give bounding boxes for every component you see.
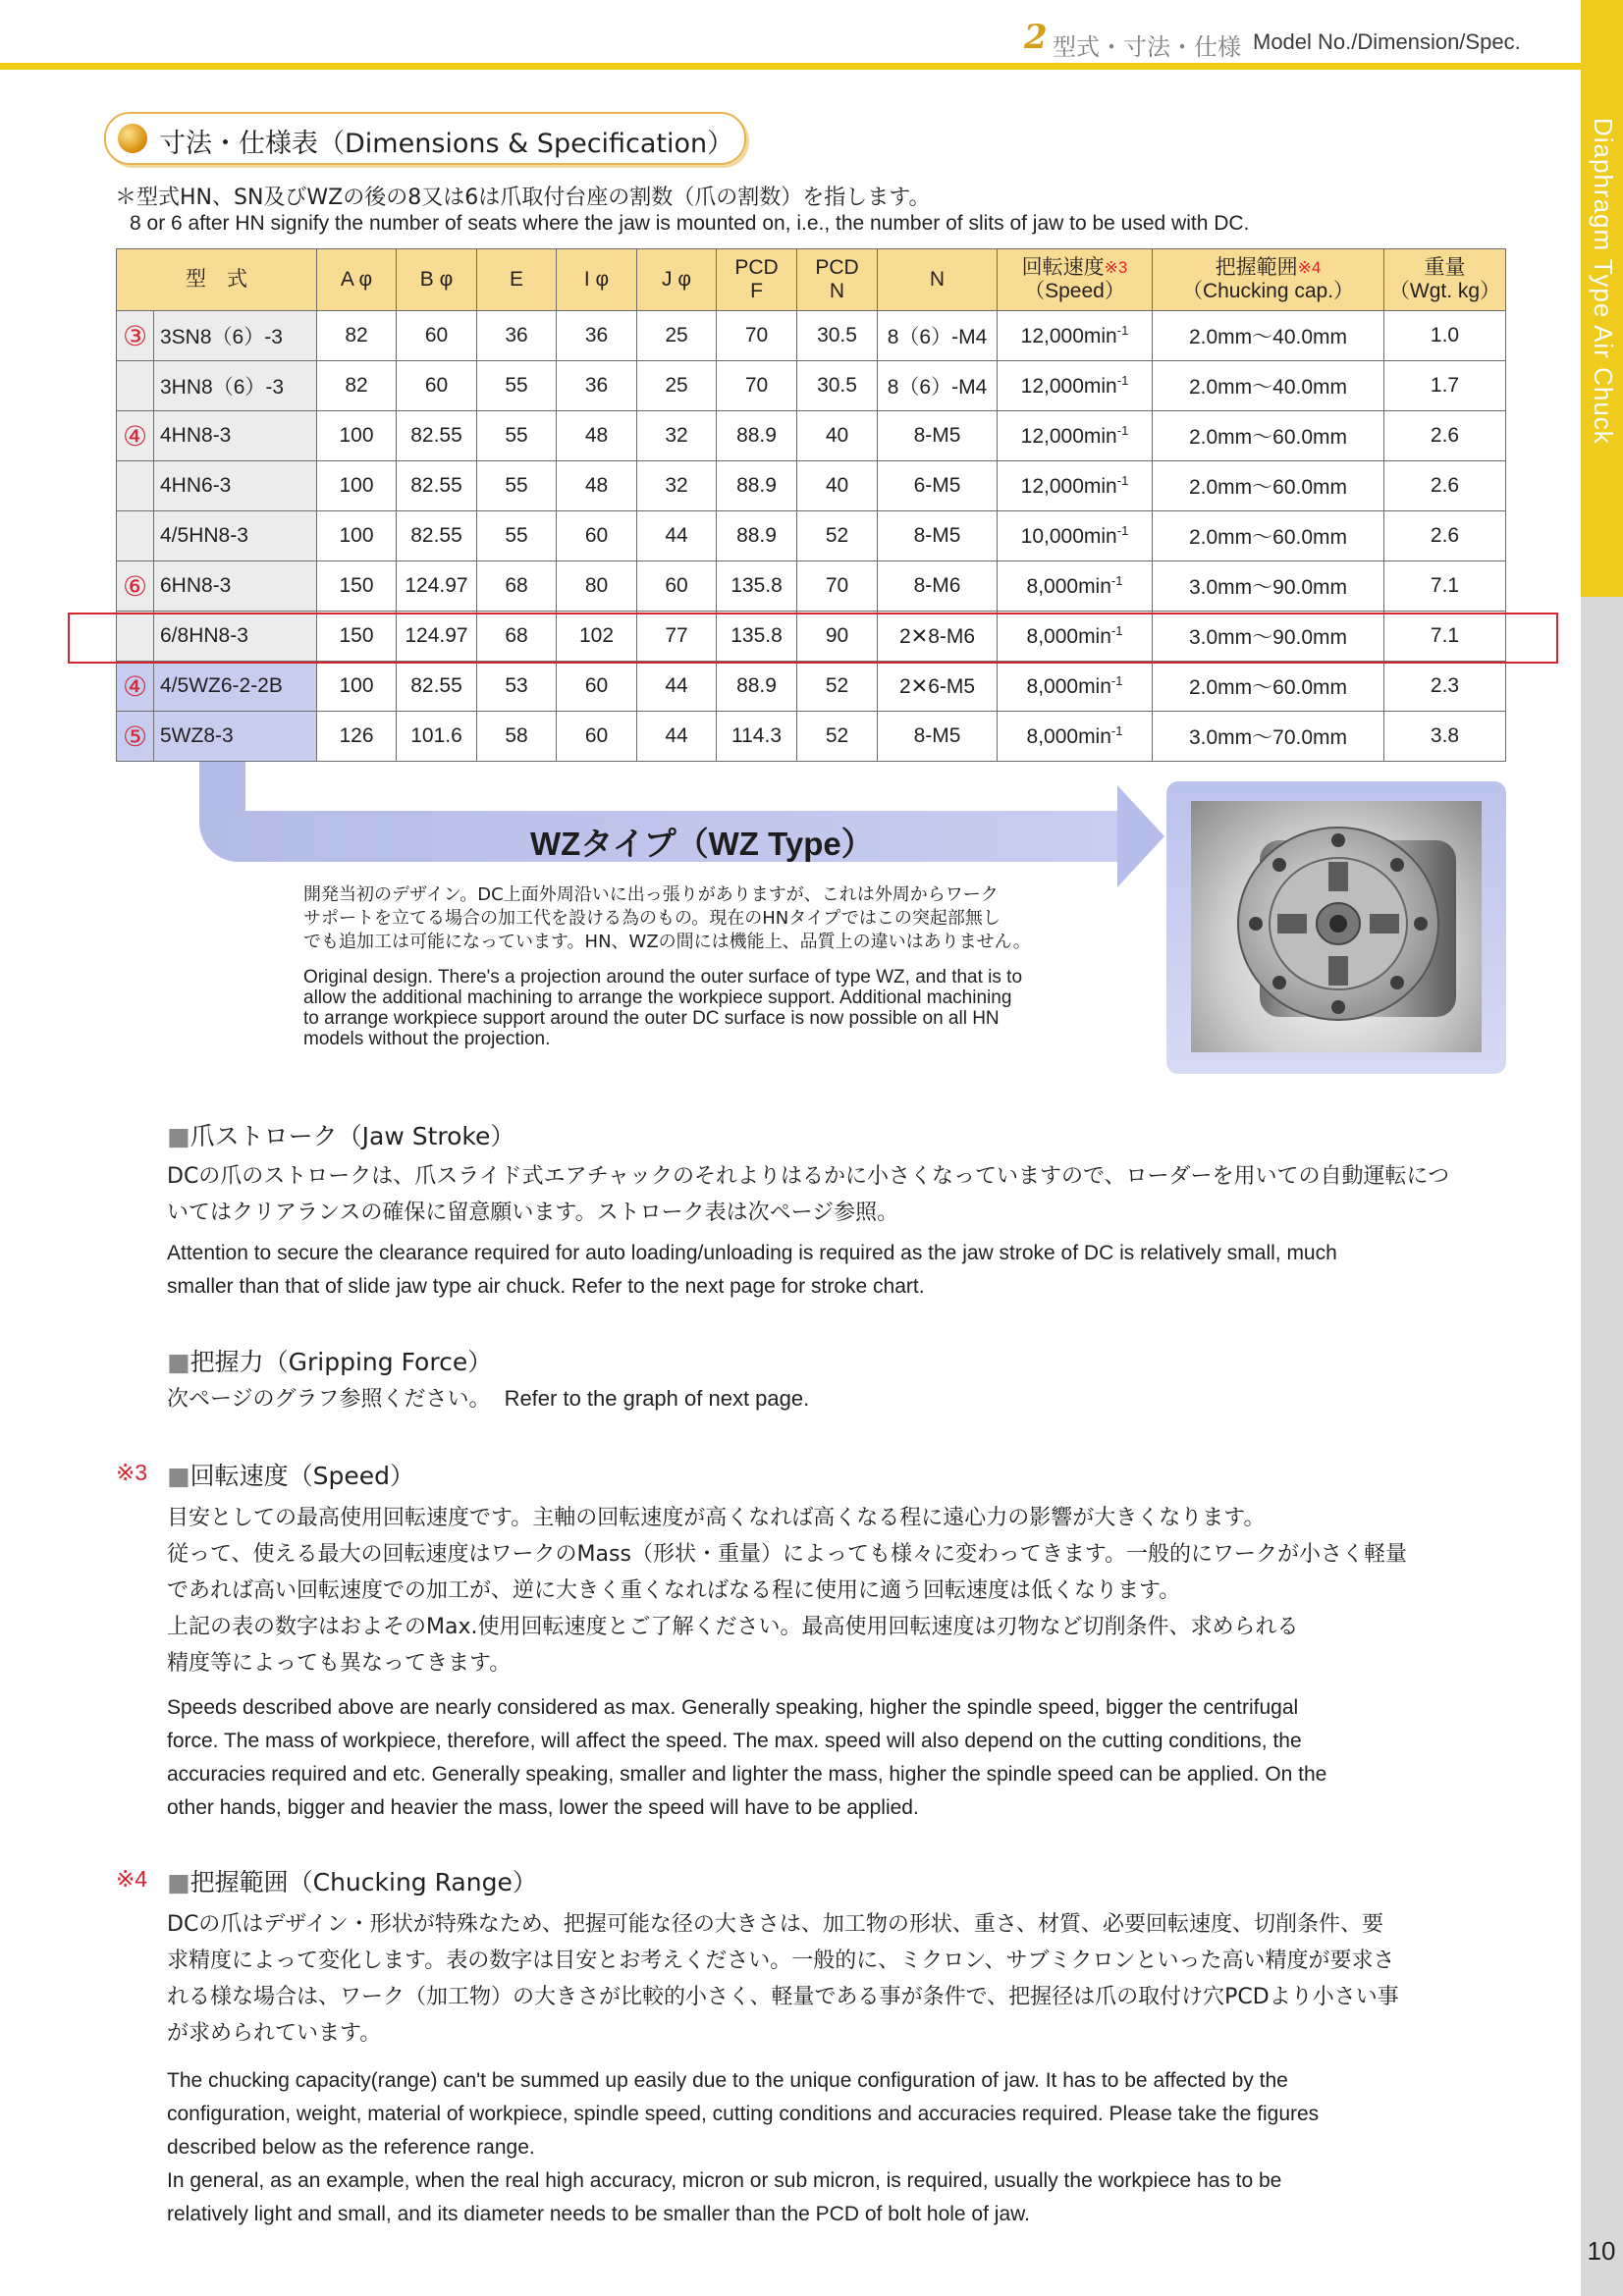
cell-chucking: 3.0mm～90.0mm xyxy=(1153,612,1384,662)
wz-arrow-stem xyxy=(199,762,245,811)
col-b: B φ xyxy=(397,249,477,311)
chapter-number: 2 xyxy=(1024,18,1048,57)
chucking-note-mark: ※4 xyxy=(116,1866,148,1892)
cell-n: 8（6）-M4 xyxy=(878,361,998,411)
bullet-icon xyxy=(118,124,147,153)
cell-pcdn: 70 xyxy=(797,561,878,612)
section-ref-mark xyxy=(117,461,154,511)
cell-b: 82.55 xyxy=(397,411,477,461)
cell-i: 48 xyxy=(557,411,637,461)
table-header-row xyxy=(117,249,1506,311)
spec-table xyxy=(116,248,1506,762)
speed-heading: ■回転速度（Speed） xyxy=(167,1462,414,1490)
cell-pcdf: 88.9 xyxy=(717,662,797,712)
section-ref-mark: ⑤ xyxy=(117,712,154,762)
table-row xyxy=(117,712,1506,762)
model-cell: 4HN8-3 xyxy=(154,411,317,461)
table-row xyxy=(117,411,1506,461)
cell-e: 68 xyxy=(477,561,557,612)
section-ref-mark: ③ xyxy=(117,311,154,361)
cell-b: 82.55 xyxy=(397,461,477,511)
cell-weight: 7.1 xyxy=(1384,612,1506,662)
cell-n: 8（6）-M4 xyxy=(878,311,998,361)
model-cell: 4/5WZ6-2-2B xyxy=(154,662,317,712)
cell-speed: $10,000\min^{-1}$ xyxy=(998,511,1153,561)
cell-weight: 2.6 xyxy=(1384,511,1506,561)
col-a: A φ xyxy=(317,249,397,311)
cell-a: 82 xyxy=(317,311,397,361)
cell-pcdf: 114.3 xyxy=(717,712,797,762)
table-row xyxy=(117,461,1506,511)
cell-weight: 7.1 xyxy=(1384,561,1506,612)
col-pcd-n: PCD N xyxy=(797,249,878,311)
cell-e: 55 xyxy=(477,411,557,461)
cell-e: 55 xyxy=(477,361,557,411)
cell-n: 6-M5 xyxy=(878,461,998,511)
cell-weight: 2.3 xyxy=(1384,662,1506,712)
cell-n: 8-M6 xyxy=(878,561,998,612)
table-row xyxy=(117,511,1506,561)
cell-i: 36 xyxy=(557,311,637,361)
side-bar xyxy=(1581,597,1623,2296)
table-row xyxy=(117,361,1506,411)
cell-i: 60 xyxy=(557,511,637,561)
note-en: 8 or 6 after HN signify the number of seats where the jaw is mounted on, i.e., the number of slits of jaw to be used with DC. xyxy=(130,212,1250,235)
cell-speed: $12,000\min^{-1}$ xyxy=(998,461,1153,511)
chucking-jp: DCの爪はデザイン・形状が特殊なため、把握可能な径の大きさは、加工物の形状、重さ、材質、必要回転速度、切削条件、要 求精度によって変化します。表の数字は目安とお考えください。一般的に、ミクロン、サブミクロンといった高い精度が要求さ れる様な場合は、ワーク（加工物）の大きさが比較的小さく、軽量である事が条件で、把握径は爪の取付け穴PCDより小さい事 が求められています。 xyxy=(167,1912,1399,2046)
section-ref-mark: ④ xyxy=(117,411,154,461)
cell-i: 48 xyxy=(557,461,637,511)
note-jp: ＊型式HN、SN及びWZの後の8又は6は爪取付台座の割数（爪の割数）を指します。 xyxy=(115,186,931,210)
cell-pcdf: 88.9 xyxy=(717,461,797,511)
model-cell: 3HN8（6）-3 xyxy=(154,361,317,411)
section-ref-mark: ⑥ xyxy=(117,561,154,612)
cell-chucking: 3.0mm～70.0mm xyxy=(1153,712,1384,762)
cell-pcdf: 70 xyxy=(717,361,797,411)
cell-b: 82.55 xyxy=(397,511,477,561)
model-cell: 5WZ8-3 xyxy=(154,712,317,762)
cell-j: 44 xyxy=(637,662,717,712)
cell-pcdn: 90 xyxy=(797,612,878,662)
cell-pcdn: 40 xyxy=(797,461,878,511)
wz-description-en: Original design. There's a projection around the outer surface of type WZ, and that is to allow the additional machining to arrange the workpiece support. Additional machining to arrange workpiece support around the outer DC surface is now possible on all HN models without the projection. xyxy=(303,967,1023,1049)
wz-arrow-head xyxy=(1117,785,1164,887)
cell-chucking: 2.0mm～40.0mm xyxy=(1153,311,1384,361)
cell-pcdn: 52 xyxy=(797,662,878,712)
model-cell: 3SN8（6）-3 xyxy=(154,311,317,361)
cell-speed: $8,000\min^{-1}$ xyxy=(998,712,1153,762)
jaw-stroke-en: Attention to secure the clearance required for auto loading/unloading is required as the jaw stroke of DC is relatively small, much smaller than that of slide jaw type air chuck. Refer to the next page for stroke chart. xyxy=(167,1242,1337,1298)
cell-j: 44 xyxy=(637,712,717,762)
cell-pcdn: 30.5 xyxy=(797,311,878,361)
cell-pcdf: 135.8 xyxy=(717,561,797,612)
col-i: I φ xyxy=(557,249,637,311)
header-rule xyxy=(0,63,1581,70)
cell-j: 32 xyxy=(637,411,717,461)
cell-n: 2✕8-M6 xyxy=(878,612,998,662)
cell-a: 82 xyxy=(317,361,397,411)
side-tab-label: Diaphragm Type Air Chuck xyxy=(1589,118,1618,445)
air-chuck-image xyxy=(1191,801,1482,1052)
cell-n: 8-M5 xyxy=(878,712,998,762)
cell-pcdn: 52 xyxy=(797,511,878,561)
cell-b: 124.97 xyxy=(397,561,477,612)
cell-weight: 1.7 xyxy=(1384,361,1506,411)
cell-chucking: 3.0mm～90.0mm xyxy=(1153,561,1384,612)
model-cell: 6HN8-3 xyxy=(154,561,317,612)
cell-speed: $12,000\min^{-1}$ xyxy=(998,311,1153,361)
gripping-text: 次ページのグラフ参照ください。 Refer to the graph of next page. xyxy=(167,1386,810,1412)
cell-j: 25 xyxy=(637,361,717,411)
cell-i: 102 xyxy=(557,612,637,662)
cell-j: 60 xyxy=(637,561,717,612)
cell-speed: $8,000\min^{-1}$ xyxy=(998,662,1153,712)
cell-chucking: 2.0mm～60.0mm xyxy=(1153,411,1384,461)
cell-a: 100 xyxy=(317,662,397,712)
highlight-box xyxy=(68,613,1558,664)
cell-e: 36 xyxy=(477,311,557,361)
cell-pcdn: 52 xyxy=(797,712,878,762)
cell-i: 60 xyxy=(557,662,637,712)
model-cell: 4/5HN8-3 xyxy=(154,511,317,561)
cell-pcdf: 135.8 xyxy=(717,612,797,662)
section-title: 寸法・仕様表（Dimensions & Specification） xyxy=(159,129,734,159)
model-cell: 4HN6-3 xyxy=(154,461,317,511)
cell-e: 55 xyxy=(477,461,557,511)
cell-j: 25 xyxy=(637,311,717,361)
col-weight: 重量 （Wgt. kg） xyxy=(1384,249,1506,311)
section-ref-mark: ④ xyxy=(117,662,154,712)
product-photo xyxy=(1191,801,1482,1052)
chapter-title-jp: 型式・寸法・仕様 xyxy=(1053,33,1241,61)
cell-speed: $12,000\min^{-1}$ xyxy=(998,411,1153,461)
cell-pcdn: 30.5 xyxy=(797,361,878,411)
cell-j: 32 xyxy=(637,461,717,511)
cell-i: 60 xyxy=(557,712,637,762)
model-cell: 6/8HN8-3 xyxy=(154,612,317,662)
cell-speed: $8,000\min^{-1}$ xyxy=(998,612,1153,662)
cell-e: 53 xyxy=(477,662,557,712)
cell-b: 60 xyxy=(397,311,477,361)
cell-weight: 2.6 xyxy=(1384,461,1506,511)
col-speed: 回転速度$^{※3}$ （Speed） xyxy=(998,249,1153,311)
col-j: J φ xyxy=(637,249,717,311)
col-e: E xyxy=(477,249,557,311)
cell-b: 101.6 xyxy=(397,712,477,762)
col-pcd-f: PCD F xyxy=(717,249,797,311)
cell-chucking: 2.0mm～60.0mm xyxy=(1153,511,1384,561)
section-title-pill xyxy=(104,112,746,165)
speed-note-mark: ※3 xyxy=(116,1460,148,1485)
gripping-heading: ■把握力（Gripping Force） xyxy=(167,1348,493,1376)
cell-i: 36 xyxy=(557,361,637,411)
cell-a: 126 xyxy=(317,712,397,762)
cell-pcdf: 88.9 xyxy=(717,411,797,461)
cell-b: 124.97 xyxy=(397,612,477,662)
table-row xyxy=(117,311,1506,361)
cell-a: 100 xyxy=(317,511,397,561)
cell-j: 44 xyxy=(637,511,717,561)
cell-n: 2✕6-M5 xyxy=(878,662,998,712)
col-n: N xyxy=(878,249,998,311)
cell-a: 150 xyxy=(317,612,397,662)
speed-jp: 目安としての最高使用回転速度です。主軸の回転速度が高くなれば高くなる程に遠心力の影響が大きくなります。 従って、使える最大の回転速度はワークのMass（形状・重量）によっても様々に変わってきます。一般的にワークが小さく軽量 であれば高い回転速度での加工が、逆に大きく重くなればなる程に使用に適う回転速度は低くなります。 上記の表の数字はおよそのMax.使用回転速度とご了解ください。最高使用回転速度は刃物など切削条件、求められる 精度等によっても異なってきます。 xyxy=(167,1506,1407,1676)
wz-description-jp: 開発当初のデザイン。DC上面外周沿いに出っ張りがありますが、これは外周からワーク サポートを立てる場合の加工代を設ける為のもの。現在のHNタイプではこの突起部無し でも追加工は可能になっています。HN、WZの間には機能上、品質上の違いはありません。 xyxy=(303,884,1031,952)
cell-speed: $12,000\min^{-1}$ xyxy=(998,361,1153,411)
cell-pcdf: 88.9 xyxy=(717,511,797,561)
cell-speed: $8,000\min^{-1}$ xyxy=(998,561,1153,612)
cell-pcdn: 40 xyxy=(797,411,878,461)
jaw-stroke-heading: ■爪ストローク（Jaw Stroke） xyxy=(167,1122,515,1150)
cell-b: 82.55 xyxy=(397,662,477,712)
cell-chucking: 2.0mm～40.0mm xyxy=(1153,361,1384,411)
page-number: 10 xyxy=(1587,2236,1616,2266)
cell-e: 68 xyxy=(477,612,557,662)
section-ref-mark xyxy=(117,511,154,561)
cell-a: 150 xyxy=(317,561,397,612)
jaw-stroke-jp: DCの爪のストロークは、爪スライド式エアチャックのそれよりはるかに小さくなっていますので、ローダーを用いての自動運転につ いてはクリアランスの確保に留意願います。ストローク表は次ページ参照。 xyxy=(167,1164,1450,1225)
cell-e: 55 xyxy=(477,511,557,561)
chucking-heading: ■把握範囲（Chucking Range） xyxy=(167,1868,537,1896)
cell-n: 8-M5 xyxy=(878,411,998,461)
col-chucking: 把握範囲$^{※4}$ （Chucking cap.） xyxy=(1153,249,1384,311)
cell-i: 80 xyxy=(557,561,637,612)
cell-chucking: 2.0mm～60.0mm xyxy=(1153,461,1384,511)
table-row xyxy=(117,662,1506,712)
cell-weight: 1.0 xyxy=(1384,311,1506,361)
cell-n: 8-M5 xyxy=(878,511,998,561)
cell-weight: 2.6 xyxy=(1384,411,1506,461)
col-model: 型 式 xyxy=(117,249,317,311)
speed-en: Speeds described above are nearly considered as max. Generally speaking, higher the spindle speed, bigger the centrifugal force. The mass of workpiece, therefore, will affect the speed. The max. speed will also depend on the cutting conditions, the accuracies required and etc. Generally speaking, smaller and lighter the mass, higher the spindle speed can be applied. On the other hands, bigger and heavier the mass, lower the speed will have to be applied. xyxy=(167,1696,1327,1819)
table-row xyxy=(117,561,1506,612)
chapter-title-en: Model No./Dimension/Spec. xyxy=(1253,29,1521,54)
cell-a: 100 xyxy=(317,411,397,461)
cell-weight: 3.8 xyxy=(1384,712,1506,762)
cell-a: 100 xyxy=(317,461,397,511)
cell-j: 77 xyxy=(637,612,717,662)
chucking-en: The chucking capacity(range) can't be summed up easily due to the unique configuration of jaw. It has to be affected by the configuration, weight, material of workpiece, spindle speed, cutting conditions and accuracies required. Please take the figures described below as the reference range. In general, as an example, when the real high accuracy, micron or sub micron, is required, usually the workpiece has to be relatively light and small, and its diameter needs to be smaller than the PCD of bolt hole of jaw. xyxy=(167,2069,1320,2225)
cell-pcdf: 70 xyxy=(717,311,797,361)
cell-b: 60 xyxy=(397,361,477,411)
section-ref-mark xyxy=(117,361,154,411)
cell-e: 58 xyxy=(477,712,557,762)
wz-title: WZタイプ（WZ Type） xyxy=(530,826,874,862)
cell-chucking: 2.0mm～60.0mm xyxy=(1153,662,1384,712)
